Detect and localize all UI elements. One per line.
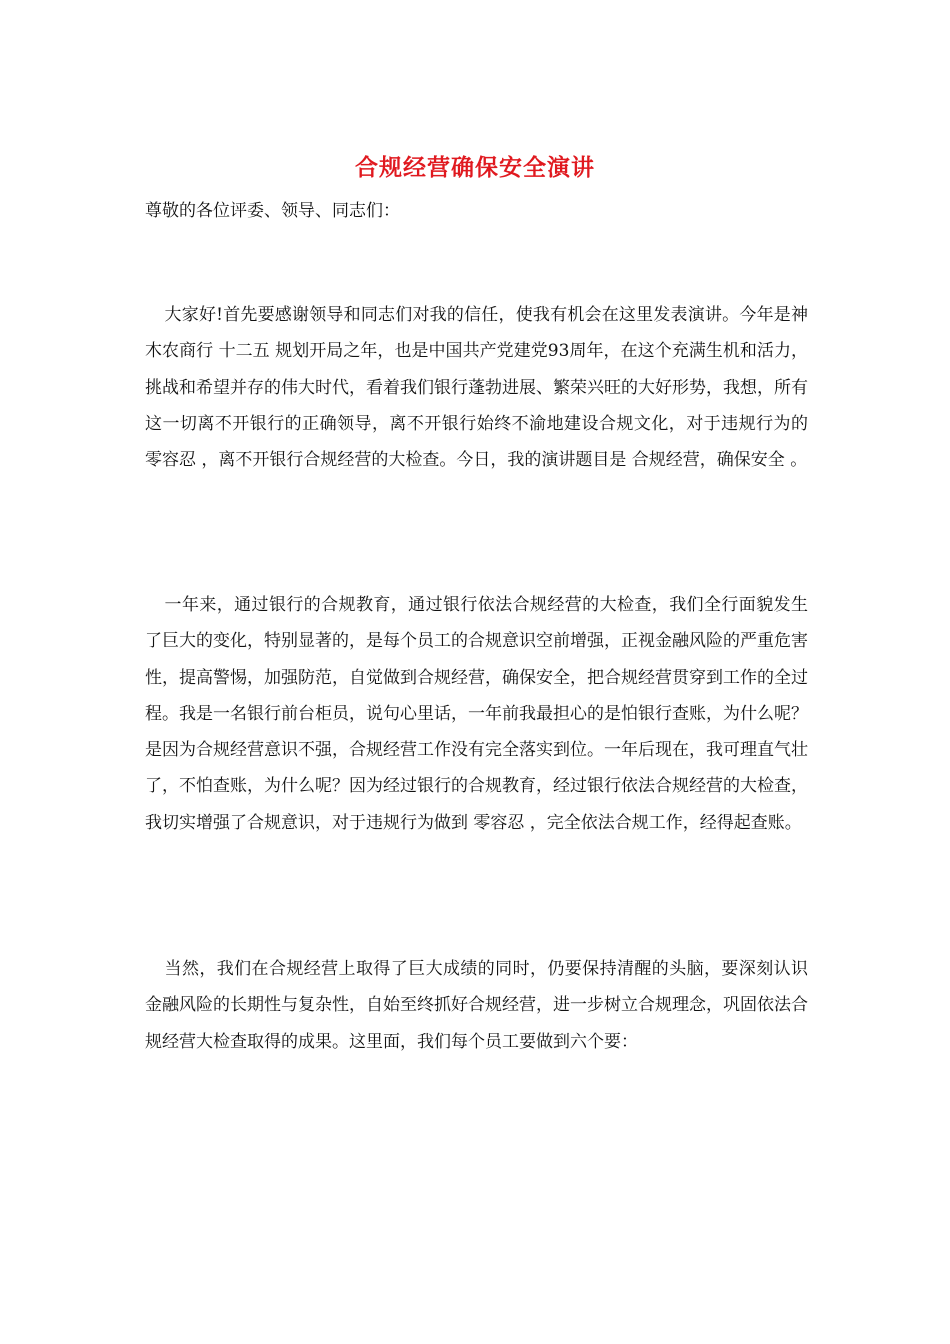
paragraph-2: 一年来，通过银行的合规教育，通过银行依法合规经营的大检查，我们全行面貌发生了巨大的变化，特别显著的，是每个员工的合规意识空前增强，正视金融风险的严重危害性，提高警惕，加强防范，自觉做到合规经营，确保安全，把合规经营贯穿到工作的全过程。我是一名银行前台柜员，说句心里话，一年前我最担心的是怕银行查账，为什么呢？是因为合规经营意识不强，合规经营工作没有完全落实到位。一年后现在，我可理直气壮了，不怕查账，为什么呢？因为经过银行的合规教育，经过银行依法合规经营的大检查，我切实增强了合规意识，对于违规行为做到 零容忍 ，完全依法合规工作，经得起查账。 xyxy=(145,595,808,833)
paragraph-1: 大家好!首先要感谢领导和同志们对我的信任，使我有机会在这里发表演讲。今年是神木农商行 十二五 规划开局之年，也是中国共产党建党93周年，在这个充满生机和活力，挑战和希望并存的伟大时代，看着我们银行蓬勃进展、繁荣兴旺的大好形势，我想，所有这一切离不开银行的正确领导，离不开银行始终不渝地建设合规文化，对于违规行为的 零容忍 ，离不开银行合规经营的大检查。今日，我的演讲题目是 合规经营，确保安全 。 xyxy=(145,305,808,471)
document-title: 合规经营确保安全演讲 xyxy=(355,154,595,181)
paragraph-3: 当然，我们在合规经营上取得了巨大成绩的同时，仍要保持清醒的头脑，要深刻认识金融风险的长期性与复杂性，自始至终抓好合规经营，进一步树立合规理念，巩固依法合规经营大检查取得的成果。这里面，我们每个员工要做到六个要： xyxy=(145,959,808,1052)
salutation: 尊敬的各位评委、领导、同志们： xyxy=(145,201,400,221)
